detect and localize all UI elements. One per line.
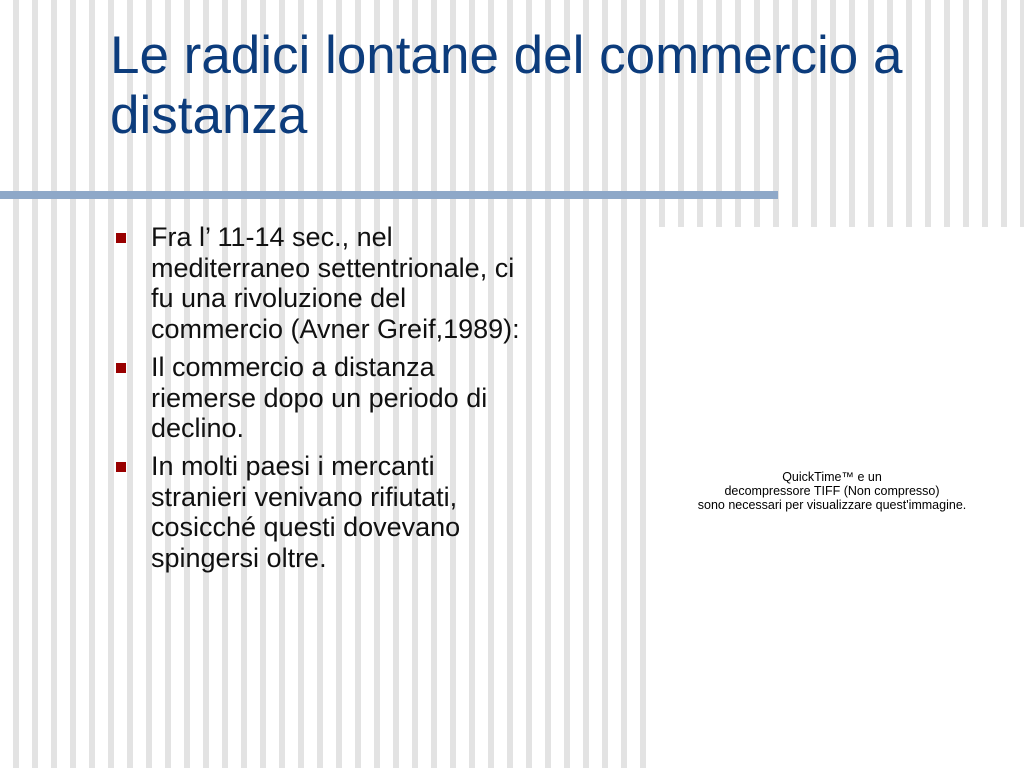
square-bullet-icon: [116, 462, 126, 472]
bullet-item: [114, 352, 524, 444]
image-message-line: sono necessari per visualizzare quest'immagine.: [697, 498, 967, 512]
image-placeholder: [650, 227, 1024, 768]
bullet-item: [114, 222, 524, 345]
image-message-line: decompressore TIFF (Non compresso): [724, 484, 940, 498]
bullet-text: Il commercio a distanza riemerse dopo un periodo di declino.: [151, 351, 488, 444]
bullet-text: Fra l’ 11-14 sec., nel mediterraneo settentrionale, ci fu una rivoluzione del commercio (Avner Greif,1989):: [151, 222, 520, 345]
bullet-text: In molti paesi i mercanti stranieri venivano rifiutati, cosicché questi dovevano spingersi oltre.: [151, 450, 461, 574]
slide-title: Le radici lontane del commercio a distanza: [110, 26, 903, 145]
title-divider: [0, 191, 778, 199]
missing-image-message: [650, 470, 1014, 512]
image-message-line: QuickTime™ e un: [782, 470, 882, 484]
bullet-item: [114, 451, 524, 574]
square-bullet-icon: [116, 233, 126, 243]
bullet-list: [114, 222, 524, 581]
square-bullet-icon: [116, 363, 126, 373]
